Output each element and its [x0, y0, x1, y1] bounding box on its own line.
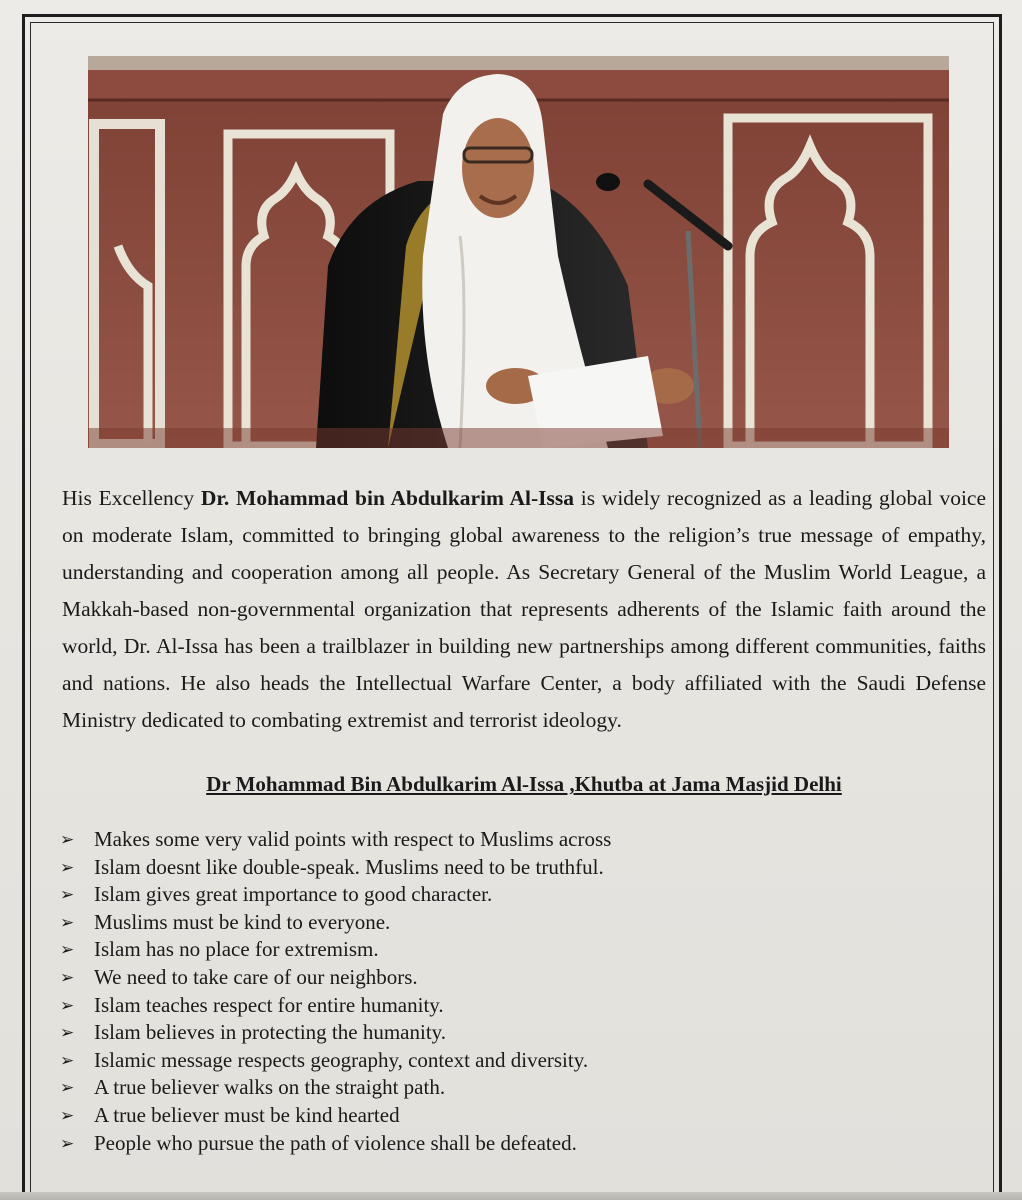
- bio-name: Dr. Mohammad bin Abdulkarim Al-Issa: [200, 486, 575, 510]
- speaker-photo: [88, 56, 949, 448]
- list-item: [60, 964, 960, 992]
- arrow-bullet-icon: ➢: [60, 1133, 75, 1153]
- bio-text: is widely recognized as a leading global voice on moderate Islam, committed to bringing global awareness to the religion’s true message of empathy, understanding and cooperation among all people. As Secretary General of the Muslim World League, a Makkah-based non-governmental organization that represents adherents of the Islamic faith around the world, Dr. Al-Issa has been a trailblazer in building new partnerships among different communities, faiths and nations. He also heads the Intellectual Warfare Center, a body affiliated with the Saudi Defense Ministry dedicated to combating extremist and terrorist ideology.: [62, 486, 987, 732]
- list-item: [60, 992, 960, 1020]
- arrow-bullet-icon: ➢: [60, 912, 75, 932]
- list-item: [60, 1074, 960, 1102]
- list-item: [60, 1130, 960, 1158]
- point-text: Islam teaches respect for entire humanity.: [94, 992, 444, 1017]
- arrow-bullet-icon: ➢: [60, 1023, 75, 1043]
- list-item: [60, 1047, 960, 1075]
- point-text: Islam gives great importance to good character.: [94, 882, 493, 907]
- point-text: We need to take care of our neighbors.: [94, 964, 418, 989]
- arrow-bullet-icon: ➢: [60, 1050, 75, 1070]
- arrow-bullet-icon: ➢: [60, 940, 75, 960]
- list-item: [60, 909, 960, 937]
- list-item: [60, 1102, 960, 1130]
- arrow-bullet-icon: ➢: [60, 830, 75, 849]
- point-text: Islam believes in protecting the humanity.: [94, 1020, 447, 1045]
- arrow-bullet-icon: ➢: [60, 1105, 75, 1125]
- point-text: Muslims must be kind to everyone.: [94, 909, 391, 934]
- point-text: Makes some very valid points with respect to Muslims across: [94, 827, 612, 851]
- arrow-bullet-icon: ➢: [60, 857, 75, 877]
- bio-intro: His Excellency: [62, 486, 201, 510]
- point-text: A true believer must be kind hearted: [94, 1102, 400, 1127]
- list-item: [60, 881, 960, 909]
- key-points-list: [60, 826, 960, 1157]
- arrow-bullet-icon: ➢: [60, 995, 75, 1015]
- page-bottom-edge: [0, 1192, 1022, 1200]
- point-text: Islam doesnt like double-speak. Muslims need to be truthful.: [94, 854, 604, 879]
- photo-illustration: [88, 56, 949, 448]
- list-item: [60, 936, 960, 964]
- point-text: A true believer walks on the straight path.: [94, 1075, 446, 1100]
- list-item: [60, 1019, 960, 1047]
- arrow-bullet-icon: ➢: [60, 1078, 75, 1098]
- point-text: Islamic message respects geography, context and diversity.: [94, 1047, 589, 1072]
- list-item: [60, 826, 960, 854]
- arrow-bullet-icon: ➢: [60, 885, 75, 905]
- arrow-bullet-icon: ➢: [60, 967, 75, 987]
- list-item: [60, 854, 960, 882]
- bio-paragraph: [62, 480, 986, 739]
- point-text: Islam has no place for extremism.: [94, 937, 379, 962]
- khutba-heading: Dr Mohammad Bin Abdulkarim Al-Issa ,Khutba at Jama Masjid Delhi: [206, 772, 842, 796]
- point-text: People who pursue the path of violence shall be defeated.: [94, 1130, 577, 1155]
